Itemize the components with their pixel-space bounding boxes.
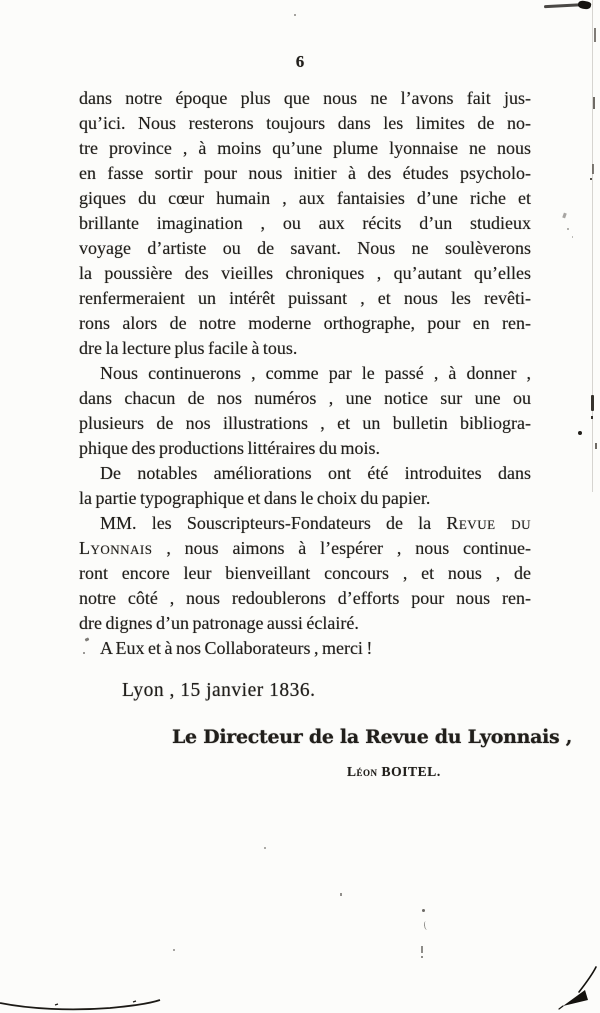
text-line bbox=[79, 511, 531, 536]
page-number: 6 bbox=[295, 52, 305, 71]
text-line: en fasse sortir pour nous initier à des études psycholo- bbox=[79, 163, 531, 183]
text-line bbox=[79, 536, 531, 561]
signature-first-name: Léon bbox=[347, 764, 378, 779]
text-line: tre province , à moins qu’une plume lyonnaise ne nous bbox=[79, 138, 531, 158]
scan-artifact bbox=[421, 946, 423, 953]
text-line: brillante imagination , ou aux récits d’un studieux bbox=[79, 213, 531, 233]
paragraph bbox=[79, 511, 531, 636]
text-line: A Eux et à nos Collaborateurs , merci ! bbox=[100, 638, 373, 658]
signature-role-line: Le Directeur de la Revue du Lyonnais , bbox=[172, 726, 573, 748]
text-line: rons alors de notre moderne orthographe, pour en ren- bbox=[79, 313, 531, 333]
paragraph bbox=[79, 86, 531, 361]
scan-artifact bbox=[592, 164, 594, 174]
text-line: De notables améliorations ont été introduites dans bbox=[100, 463, 531, 483]
text-line: Nous continuerons , comme par le passé , à donner , bbox=[100, 363, 531, 383]
scan-artifact bbox=[340, 893, 342, 896]
body-text bbox=[79, 86, 531, 661]
text-line: dre dignes d’un patronage aussi éclairé. bbox=[79, 613, 359, 633]
scan-artifact bbox=[591, 416, 593, 419]
scan-artifact bbox=[591, 395, 594, 411]
paragraph bbox=[79, 461, 531, 511]
text-segment-smallcaps: Revue du bbox=[446, 513, 531, 533]
ink-smudge bbox=[544, 3, 590, 8]
text-line: dre la lecture plus facile à tous. bbox=[79, 338, 298, 358]
scan-artifact bbox=[173, 949, 175, 951]
text-line: ront encore leur bienveillant concours , et nous , de bbox=[79, 563, 531, 583]
scan-artifact bbox=[567, 228, 569, 230]
text-line: la partie typographique et dans le choix du papier. bbox=[79, 488, 431, 508]
text-line: voyage d’artiste ou de savant. Nous ne soulèverons bbox=[79, 238, 531, 258]
text-line: notre côté , nous redoublerons d’efforts pour nous ren- bbox=[79, 588, 531, 608]
text-line: qu’ici. Nous resterons toujours dans les limites de no- bbox=[79, 113, 531, 133]
scan-artifact bbox=[593, 97, 595, 109]
text-line: giques du cœur humain , aux fantaisies d’une riche et bbox=[79, 188, 531, 208]
page-edge-curve bbox=[0, 996, 165, 1013]
scan-artifact bbox=[562, 213, 567, 219]
text-segment: , nous aimons à l’espérer , nous continue- bbox=[152, 538, 531, 558]
scan-artifact bbox=[595, 443, 597, 449]
text-segment-smallcaps: Lyonnais bbox=[79, 538, 153, 558]
scan-artifact bbox=[578, 431, 582, 435]
scan-artifact bbox=[421, 956, 423, 958]
paragraph bbox=[79, 361, 531, 461]
text-line: renfermeraient un intérêt puissant , et nous les revêti- bbox=[79, 288, 531, 308]
text-line: phique des productions littéraires du mois. bbox=[79, 438, 380, 458]
scan-artifact bbox=[423, 921, 429, 931]
ink-smudge bbox=[577, 0, 591, 10]
text-line: plusieurs de nos illustrations , et un bulletin bibliogra- bbox=[79, 413, 531, 433]
text-line: dans notre époque plus que nous ne l’avons fait jus- bbox=[79, 88, 531, 108]
scan-artifact bbox=[264, 847, 266, 849]
dateline: Lyon , 15 janvier 1836. bbox=[122, 680, 316, 701]
scan-artifact bbox=[422, 909, 425, 912]
paragraph bbox=[79, 636, 531, 661]
page-edge-line bbox=[592, 0, 593, 492]
text-line: dans chacun de nos numéros , une notice sur une ou bbox=[79, 388, 531, 408]
scan-artifact bbox=[572, 236, 573, 238]
text-segment: MM. les Souscripteurs-Fondateurs de la bbox=[100, 513, 447, 533]
handwritten-check-mark bbox=[554, 962, 600, 1012]
scan-artifact bbox=[590, 178, 592, 180]
signature-last-name: BOITEL. bbox=[381, 764, 441, 779]
scan-artifact bbox=[594, 28, 596, 42]
text-line: la poussière des vieilles chroniques , qu’autant qu’elles bbox=[79, 263, 531, 283]
signature-name bbox=[347, 764, 441, 780]
scan-artifact bbox=[294, 14, 296, 16]
